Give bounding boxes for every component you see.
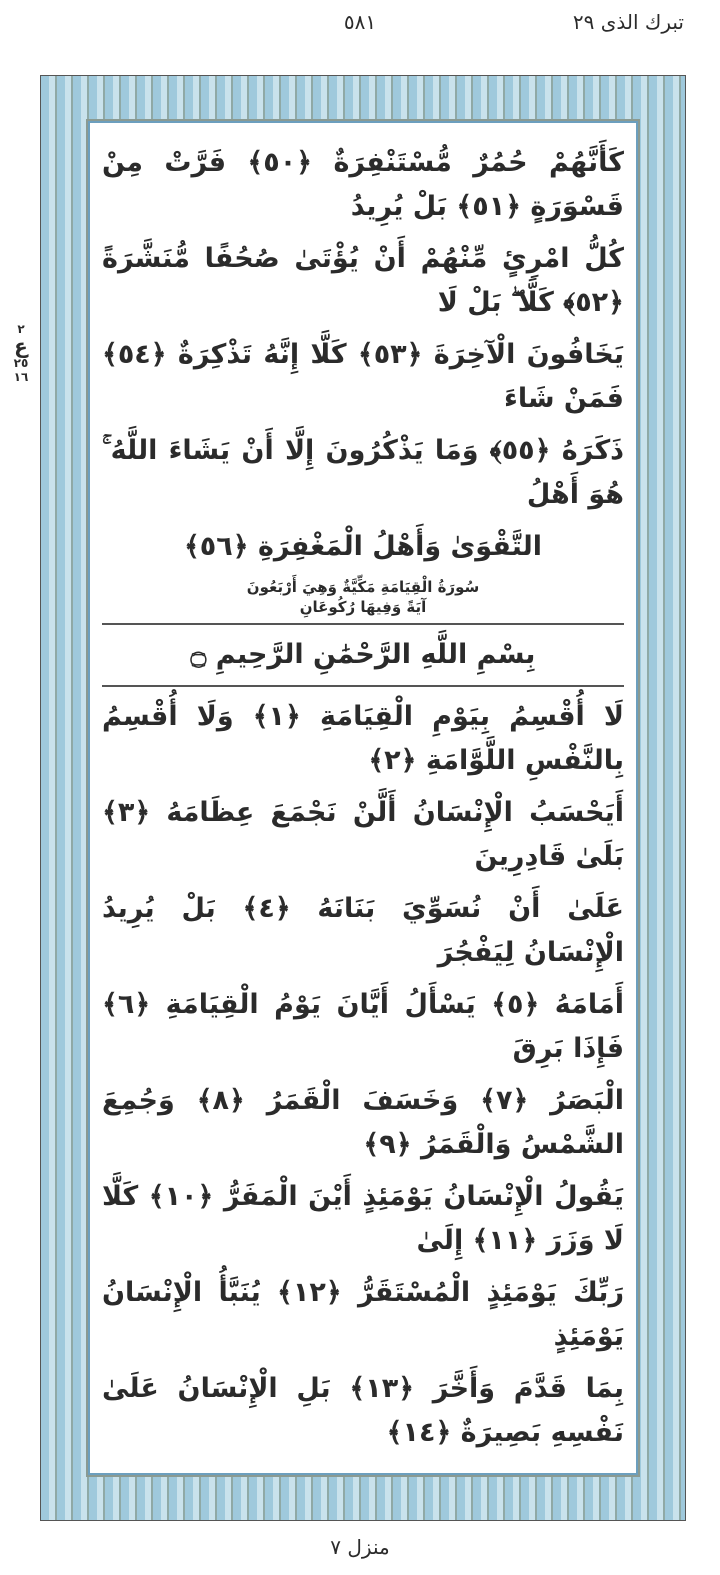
ruku-marker <box>4 322 38 384</box>
manzil-label: منزل ۷ <box>330 1535 390 1559</box>
verse-line: رَبِّكَ يَوْمَئِذٍ الْمُسْتَقَرُّ ﴿١٢﴾ يُنَبَّأُ الْإِنْسَانُ يَوْمَئِذٍ <box>102 1277 624 1352</box>
verse-line: الْبَصَرُ ﴿٧﴾ وَخَسَفَ الْقَمَرُ ﴿٨﴾ وَجُمِعَ الشَّمْسُ وَالْقَمَرُ ﴿٩﴾ <box>102 1085 624 1160</box>
verse-line: عَلَىٰ أَنْ نُسَوِّيَ بَنَانَهُ ﴿٤﴾ بَلْ يُرِيدُ الْإِنْسَانُ لِيَفْجُرَ <box>102 893 624 968</box>
verse-line: لَا أُقْسِمُ بِيَوْمِ الْقِيَامَةِ ﴿١﴾ وَلَا أُقْسِمُ بِالنَّفْسِ اللَّوَّامَةِ ﴿٢﴾ <box>102 701 624 776</box>
page-header <box>0 0 720 75</box>
juz-title: تبرك الذی ۲۹ <box>572 10 684 34</box>
bismillah: بِسْمِ اللَّهِ الرَّحْمَٰنِ الرَّحِيمِ ۝ <box>190 639 536 670</box>
verse-line: التَّقْوَىٰ وَأَهْلُ الْمَغْفِرَةِ ﴿٥٦﴾ <box>183 531 543 562</box>
verse-line: أَيَحْسَبُ الْإِنْسَانُ أَلَّنْ نَجْمَعَ عِظَامَهُ ﴿٣﴾ بَلَىٰ قَادِرِينَ <box>102 797 624 872</box>
ornamental-border <box>40 75 686 1521</box>
verse-line: يَقُولُ الْإِنْسَانُ يَوْمَئِذٍ أَيْنَ الْمَفَرُّ ﴿١٠﴾ كَلَّا لَا وَزَرَ ﴿١١﴾ إِلَىٰ <box>102 1181 624 1256</box>
verse-line: ذَكَرَهُ ﴿٥٥﴾ وَمَا يَذْكُرُونَ إِلَّا أَنْ يَشَاءَ اللَّهُ ۚ هُوَ أَهْلُ <box>102 435 625 510</box>
divider <box>102 685 624 687</box>
verse-line: كُلُّ امْرِئٍ مِّنْهُمْ أَنْ يُؤْتَىٰ صُحُفًا مُّنَشَّرَةً ﴿٥٢﴾ كَلَّا ۖ بَلْ لَا <box>102 243 624 318</box>
surah-header <box>102 577 624 617</box>
surah-header-line: آيَةً وَفِيهَا رُكُوعَانِ <box>299 598 427 616</box>
ruku-marker-bottom: ١٦ <box>13 370 29 384</box>
page-number: ٥٨١ <box>343 10 377 34</box>
verse-line: بِمَا قَدَّمَ وَأَخَّرَ ﴿١٣﴾ بَلِ الْإِنْسَانُ عَلَىٰ نَفْسِهِ بَصِيرَةٌ ﴿١٤﴾ <box>102 1373 624 1448</box>
divider <box>102 623 624 625</box>
ruku-marker-number: ٢٥ <box>13 356 29 370</box>
text-area <box>88 121 638 1475</box>
verse-line: أَمَامَهُ ﴿٥﴾ يَسْأَلُ أَيَّانَ يَوْمُ الْقِيَامَةِ ﴿٦﴾ فَإِذَا بَرِقَ <box>102 989 624 1064</box>
ruku-marker-top: ٢ <box>17 322 25 336</box>
verse-line: كَأَنَّهُمْ حُمُرٌ مُّسْتَنْفِرَةٌ ﴿٥٠﴾ فَرَّتْ مِنْ قَسْوَرَةٍ ﴿٥١﴾ بَلْ يُرِيدُ <box>102 147 624 222</box>
surah-header-line: سُورَةُ الْقِيَامَةِ مَكِّيَّةٌ وَهِيَ أَرْبَعُونَ <box>246 578 480 596</box>
verse-line: يَخَافُونَ الْآخِرَةَ ﴿٥٣﴾ كَلَّا إِنَّهُ تَذْكِرَةٌ ﴿٥٤﴾ فَمَنْ شَاءَ <box>102 339 624 414</box>
ruku-ain-symbol: ع <box>14 334 28 358</box>
